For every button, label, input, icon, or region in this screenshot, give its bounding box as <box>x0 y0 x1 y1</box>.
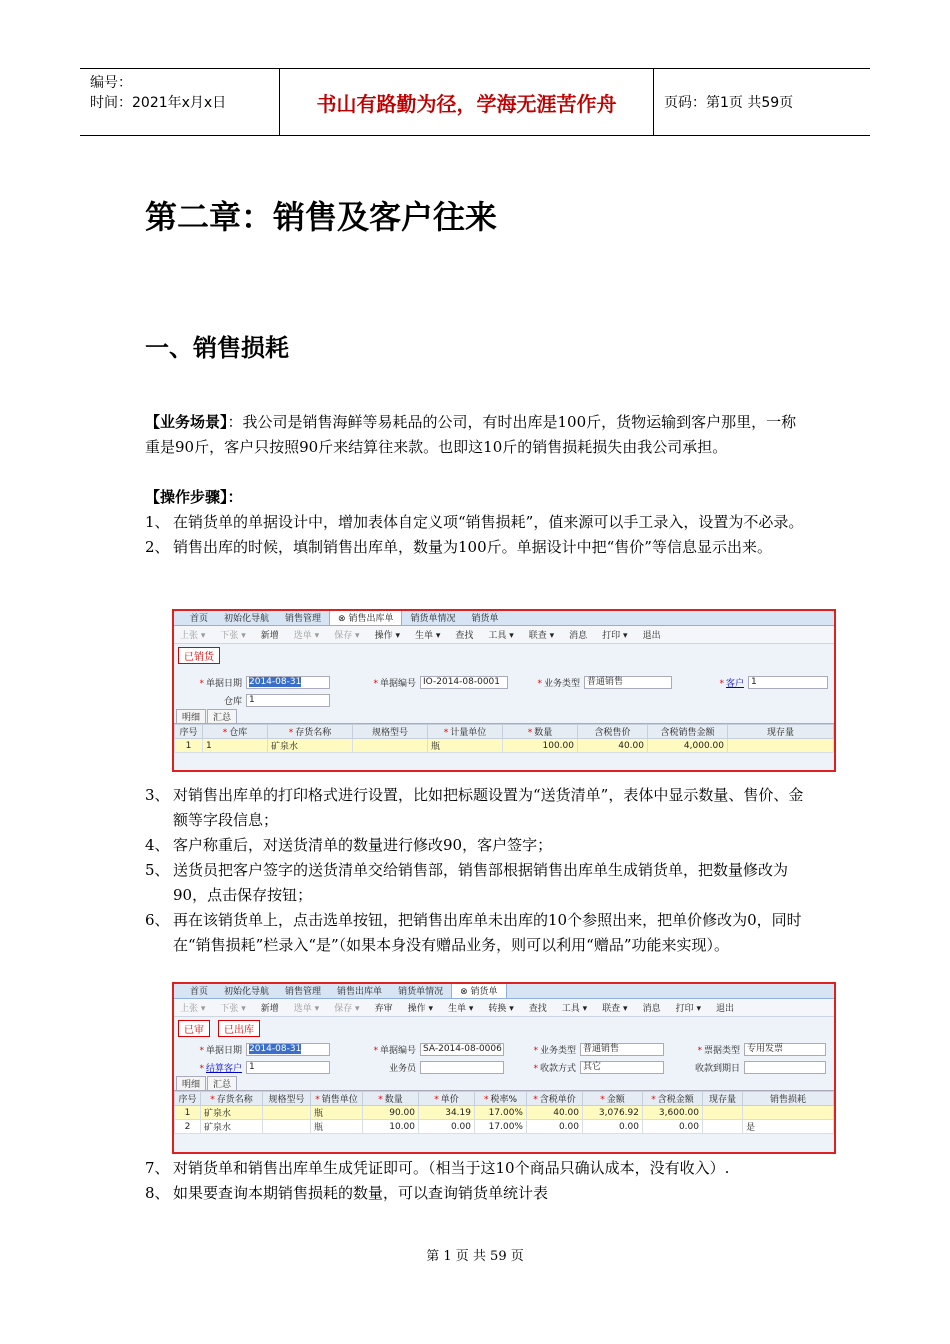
form-row <box>174 673 834 691</box>
invoice-type-field[interactable]: 专用发票 <box>744 1043 826 1056</box>
page-footer: 第 1 页 共 59 页 <box>426 1249 524 1264</box>
cust-field[interactable]: 1 <box>246 1061 330 1074</box>
steps-list-b <box>145 783 810 958</box>
date-field[interactable]: 2014-08-31 <box>246 1043 330 1056</box>
nav-tabs <box>174 611 834 626</box>
detail-table: 序号 * 仓库 * 存货名称 规格型号 * 计量单位 * 数量 含税售价 含税销售金额 现存量 1 1 矿泉水 瓶 100.00 40.00 4,000.00 <box>174 724 834 753</box>
cust-label: * 客户 <box>672 676 748 689</box>
header-motto: 书山有路勤为径，学海无涯苦作舟 <box>280 69 654 135</box>
prev-button[interactable]: 上张 ▾ <box>180 631 206 641</box>
no-field[interactable]: SA-2014-08-0006 <box>420 1043 504 1056</box>
subtabs <box>174 709 834 724</box>
print-button[interactable]: 打印 ▾ <box>675 1004 701 1014</box>
step-item: 7、 对销货单和销售出库单生成凭证即可。（相当于这10个商品只确认成本，没有收入）. <box>145 1159 730 1177</box>
form-row: * 结算客户 1 业务员 * 收款方式 其它 收款到期日 <box>174 1058 834 1076</box>
select-button[interactable]: 选单 ▾ <box>293 631 320 641</box>
tab-sales-outbound[interactable]: ⊗ 销售出库单 <box>329 609 402 625</box>
header-page: 页码：第1页 共59页 <box>664 95 794 111</box>
form-row <box>174 691 834 709</box>
subtabs <box>174 1076 834 1091</box>
date-label: * 单据日期 <box>174 676 246 689</box>
step-item: 6、 再在该销货单上，点击选单按钮，把销售出库单未出库的10个参照出来，把单价修改为0，同时在“销售损耗”栏录入“是”（如果本身没有赠品业务，则可以利用“赠品”功能来实现）。 <box>145 911 802 954</box>
status-badge: 已审 <box>178 1020 210 1037</box>
link-query-button[interactable]: 联查 ▾ <box>528 631 555 641</box>
page-header <box>80 68 870 136</box>
biz-field[interactable]: 普通销售 <box>584 676 672 689</box>
tab-sales-outbound[interactable]: 销售出库单 <box>337 987 383 997</box>
header-meta <box>80 69 280 135</box>
tab-sales-order[interactable]: ⊗ 销货单 <box>451 982 506 998</box>
operate-button[interactable]: 操作 ▾ <box>407 1004 433 1014</box>
prev-button[interactable]: 上张 ▾ <box>180 1004 206 1014</box>
steps-list-c <box>145 1156 810 1206</box>
nav-tabs <box>174 984 834 999</box>
payment-field[interactable]: 其它 <box>580 1061 664 1074</box>
new-button[interactable]: 新增 <box>260 631 279 641</box>
message-button[interactable]: 消息 <box>642 1004 661 1014</box>
wh-field[interactable]: 1 <box>246 694 330 707</box>
tab-detail[interactable]: 明细 <box>176 1076 206 1090</box>
exit-button[interactable]: 退出 <box>642 631 661 641</box>
step-item: 5、 送货员把客户签字的送货清单交给销售部，销售部根据销售出库单生成销货单，把数量修改为90，点击保存按钮； <box>145 861 789 904</box>
biz-field[interactable]: 普通销售 <box>580 1043 664 1056</box>
header-code: 编号： <box>90 75 132 91</box>
toolbar <box>174 626 834 644</box>
tools-button[interactable]: 工具 ▾ <box>561 1004 588 1014</box>
due-date-field[interactable] <box>744 1061 826 1074</box>
status-badge: 已销货 <box>178 647 220 664</box>
steps-heading: 【操作步骤】： <box>145 488 243 506</box>
table-row[interactable]: 2 矿泉水 瓶 10.00 0.00 17.00% 0.00 0.00 0.00 是 <box>175 1120 834 1134</box>
tab-sales-status[interactable]: 销货单情况 <box>410 614 456 624</box>
step-item: 8、 如果要查询本期销售损耗的数量，可以查询销货单统计表 <box>145 1184 549 1202</box>
tab-home[interactable]: 首页 <box>190 987 209 997</box>
tab-sales-mgmt[interactable]: 销售管理 <box>285 614 322 624</box>
next-button[interactable]: 下张 ▾ <box>220 631 246 641</box>
status-stamps <box>174 1017 834 1040</box>
staff-field[interactable] <box>420 1061 504 1074</box>
link-query-button[interactable]: 联查 ▾ <box>602 1004 628 1014</box>
step-item: 4、 客户称重后，对送货清单的数量进行修改90，客户签字； <box>145 836 553 854</box>
tab-summary[interactable]: 汇总 <box>207 1076 237 1090</box>
screenshot-sales-outbound <box>172 609 836 772</box>
save-button[interactable]: 保存 ▾ <box>334 631 360 641</box>
biz-label: * 业务类型 <box>508 676 584 689</box>
tab-detail[interactable]: 明细 <box>176 709 206 723</box>
find-button[interactable]: 查找 <box>528 1004 547 1014</box>
tab-sales-mgmt[interactable]: 销售管理 <box>285 987 322 997</box>
detail-table: 序号 * 存货名称 规格型号 * 销售单位 * 数量 * 单价 * 税率% * 含税单价 * 金额 * 含税金额 现存量 销售损耗 1 矿泉水 瓶 90.00 34.19 17.00% 40.00 3,076.92 3,600.00 2 矿泉水 瓶 10.00 0.00 17.00% 0.00 0.00 0.00 是 <box>174 1091 834 1134</box>
new-button[interactable]: 新增 <box>260 1004 279 1014</box>
tools-button[interactable]: 工具 ▾ <box>488 631 514 641</box>
unapprove-button[interactable]: 弃审 <box>374 1004 393 1014</box>
message-button[interactable]: 消息 <box>569 631 588 641</box>
steps-label: 【操作步骤】 <box>145 488 228 506</box>
status-stamps <box>174 644 834 667</box>
date-field[interactable]: 2014-08-31 <box>246 676 330 689</box>
step-item: 3、 对销售出库单的打印格式进行设置，比如把标题设置为“送货清单”，表体中显示数量、售价、金额等字段信息； <box>145 786 804 829</box>
cust-field[interactable]: 1 <box>748 676 828 689</box>
no-field[interactable]: IO-2014-08-0001 <box>420 676 508 689</box>
table-row[interactable]: 1 矿泉水 瓶 90.00 34.19 17.00% 40.00 3,076.92 3,600.00 <box>175 1106 834 1120</box>
save-button[interactable]: 保存 ▾ <box>334 1004 360 1014</box>
tab-sales-order[interactable]: 销货单 <box>471 614 499 624</box>
wh-label: 仓库 <box>223 696 242 707</box>
chapter-title: 第二章：销售及客户往来 <box>145 198 498 236</box>
operate-button[interactable]: 操作 ▾ <box>374 631 400 641</box>
screenshot-sales-order <box>172 982 836 1154</box>
form-row: * 单据日期 2014-08-31 * 单据编号 SA-2014-08-0006 * 业务类型 普通销售 * 票据类型 专用发票 <box>174 1040 834 1058</box>
tab-init-nav[interactable]: 初始化导航 <box>224 987 270 997</box>
step-item: 1、 在销货单的单据设计中，增加表体自定义项“销售损耗”，值来源可以手工录入，设置为不必录。 <box>145 513 804 531</box>
select-button[interactable]: 选单 ▾ <box>293 1004 320 1014</box>
tab-init-nav[interactable]: 初始化导航 <box>224 614 270 624</box>
convert-button[interactable]: 转换 ▾ <box>488 1004 514 1014</box>
section-title: 一、销售损耗 <box>145 333 289 362</box>
scenario-paragraph <box>145 410 810 460</box>
scenario-label: 【业务场景】 <box>145 413 228 431</box>
generate-button[interactable]: 生单 ▾ <box>414 631 441 641</box>
steps-list-a <box>145 510 810 560</box>
scenario-text: ：我公司是销售海鲜等易耗品的公司，有时出库是100斤，货物运输到客户那里，一称重是90斤，客户只按照90斤来结算往来款。也即这10斤的销售损耗损失由我公司承担。 <box>145 413 797 456</box>
next-button[interactable]: 下张 ▾ <box>220 1004 246 1014</box>
find-button[interactable]: 查找 <box>455 631 474 641</box>
header-time: 时间：2021年x月x日 <box>90 95 227 111</box>
tab-home[interactable]: 首页 <box>190 614 209 624</box>
step-item: 2、 销售出库的时候，填制销售出库单，数量为100斤。单据设计中把“售价”等信息显示出来。 <box>145 538 772 556</box>
exit-button[interactable]: 退出 <box>715 1004 734 1014</box>
generate-button[interactable]: 生单 ▾ <box>447 1004 474 1014</box>
table-row[interactable]: 1 1 矿泉水 瓶 100.00 40.00 4,000.00 <box>175 739 834 753</box>
tab-sales-status[interactable]: 销货单情况 <box>398 987 444 997</box>
no-label: * 单据编号 <box>330 676 420 689</box>
toolbar <box>174 999 834 1017</box>
status-badge: 已出库 <box>218 1020 260 1037</box>
print-button[interactable]: 打印 ▾ <box>602 631 628 641</box>
tab-summary[interactable]: 汇总 <box>207 709 237 723</box>
